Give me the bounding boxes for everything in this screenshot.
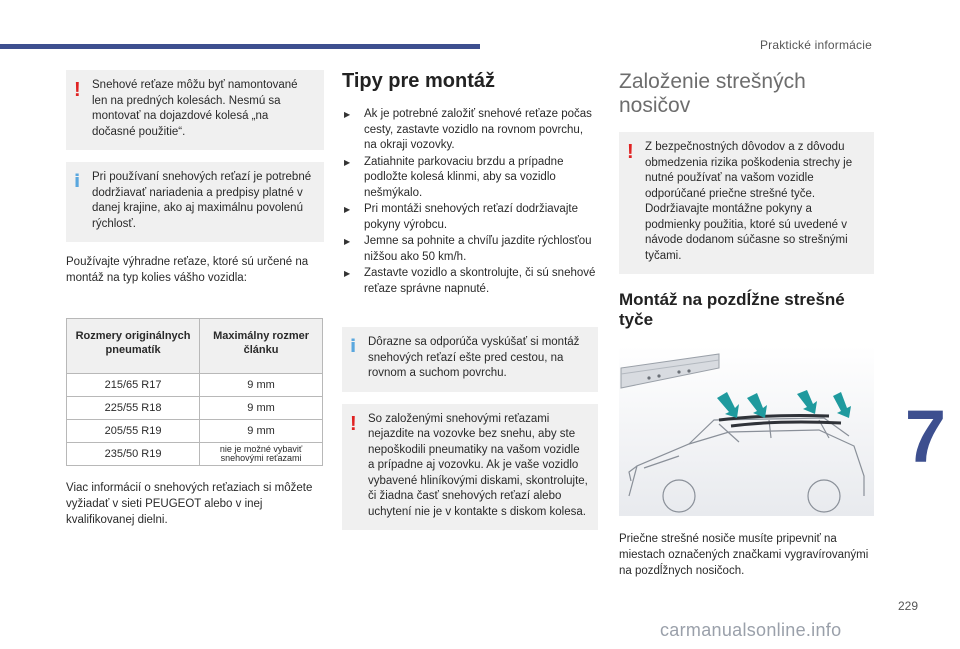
info-text: Dôrazne sa odporúča vyskúšať si montáž snehových reťazí ešte pred cestou, na rovnom a suchom povrchu. <box>368 336 580 379</box>
info-icon: i <box>74 171 81 192</box>
table-cell: 205/55 R19 <box>67 420 200 443</box>
section-heading-roof-bars: Založenie strešných nosičov <box>619 70 806 117</box>
warning-box-roof-bars <box>619 132 874 274</box>
tyre-chain-table <box>66 318 323 466</box>
table-cell: 225/55 R18 <box>67 397 200 420</box>
table-row <box>67 374 323 397</box>
chapter-tab <box>902 390 960 482</box>
watermark: carmanualsonline.info <box>660 620 842 640</box>
table-row <box>67 443 323 466</box>
info-box-regulations <box>66 162 324 242</box>
section-heading-tips: Tipy pre montáž <box>342 70 495 92</box>
list-item: ▶ Ak je potrebné založiť snehové reťaze počas cesty, zastavte vozidlo na rovnom povrchu, na okraji vozovky. <box>342 107 598 154</box>
warning-text: So založenými snehovými reťazami nejazdite na vozovke bez snehu, aby ste nepoškodili pneumatiky na vašom vozidle a prípadne aj vozovku. Ak je vaše vozidlo vybavené hliníkovými diskami, skontrolujte, či žiadna časť snehových reťazí alebo uchytení nie je v kontakte s diskom kolesa. <box>368 412 588 518</box>
table-cell: 9 mm <box>200 397 323 420</box>
warning-box-no-snow <box>342 404 598 531</box>
page-number: 229 <box>897 599 918 613</box>
column-snow-chains <box>66 70 324 528</box>
info-text: Pri používaní snehových reťazí je potrebné dodržiavať nariadenia a predpisy platné v danej krajine, ako aj maximálnu povolenú rýchlosť. <box>92 171 312 230</box>
warning-box-front-wheels <box>66 70 324 150</box>
table-cell: 9 mm <box>200 420 323 443</box>
page-header-title: Praktické informácie <box>759 38 872 52</box>
paragraph-chain-types: Používajte výhradne reťaze, ktoré sú určené na montáž na typ kolies vášho vozidla: <box>66 256 309 284</box>
table-row <box>67 420 323 443</box>
car-roof-bars-illustration <box>619 346 874 516</box>
warning-text: Snehové reťaze môžu byť namontované len na predných kolesách. Nesmú sa montovať na dojazdové kolesá „na dočasné použitie“. <box>92 79 298 138</box>
tips-list <box>342 107 598 297</box>
table-cell: 9 mm <box>200 374 323 397</box>
list-item: ▶ Jemne sa pohnite a chvíľu jazdite rýchlosťou nižšou ako 50 km/h. <box>342 234 598 265</box>
table-header: Maximálny rozmer článku <box>200 319 323 374</box>
list-item: ▶ Pri montáži snehových reťazí dodržiavajte pokyny výrobcu. <box>342 202 598 233</box>
top-accent-bar <box>0 44 480 49</box>
table-row <box>67 397 323 420</box>
warning-text: Z bezpečnostných dôvodov a z dôvodu obmedzenia rizika poškodenia strechy je nutné používať na vašom vozidle odporúčané priečne strešné tyče. Dodržiavajte montážne pokyny a podmienky použitia, ktoré sú uvedené v návode dodanom súčasne so strešnými tyčami. <box>645 141 853 262</box>
warning-icon: ! <box>627 141 634 163</box>
paragraph-roof-bars-caption: Priečne strešné nosiče musíte pripevniť na miestach označených značkami vygravírovanými na pozdĺžnych nosičoch. <box>619 533 869 577</box>
warning-icon: ! <box>74 79 81 101</box>
table-cell: 215/65 R17 <box>67 374 200 397</box>
list-item: ▶ Zastavte vozidlo a skontrolujte, či sú snehové reťaze správne napnuté. <box>342 266 598 297</box>
info-box-practice <box>342 327 598 392</box>
paragraph-more-info: Viac informácií o snehových reťaziach si môžete vyžiadať v sieti PEUGEOT alebo v inej kvalifikovanej dielni. <box>66 482 313 526</box>
table-cell: nie je možné vybaviť snehovými reťazami <box>200 443 323 466</box>
table-header: Rozmery originálnych pneumatík <box>67 319 200 374</box>
column-roof-bars <box>619 70 874 579</box>
info-icon: i <box>350 336 357 357</box>
list-item: ▶ Zatiahnite parkovaciu brzdu a prípadne podložte kolesá klinmi, aby sa vozidlo nešmýkalo. <box>342 155 598 202</box>
table-cell: 235/50 R19 <box>67 443 200 466</box>
chapter-number: 7 <box>904 395 946 478</box>
warning-icon: ! <box>350 412 357 435</box>
subsection-heading-longitudinal: Montáž na pozdĺžne strešné tyče <box>619 290 845 329</box>
column-mounting-tips <box>342 70 598 542</box>
